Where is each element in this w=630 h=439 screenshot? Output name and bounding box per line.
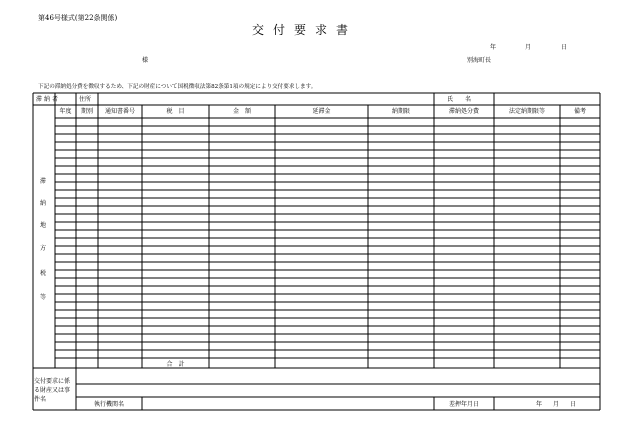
property-label-line: 交付要求に係 [34,378,71,385]
side-label-char: 税 [39,270,46,277]
col-statutory-due-date: 法定納期限等 [508,108,545,115]
date-year: 年 [490,44,497,51]
col-fiscal-year: 年度 [59,108,72,115]
address-label: 住所 [79,96,92,103]
seizure-day: 日 [570,401,577,408]
seizure-month: 月 [553,401,560,408]
date-day: 日 [561,44,568,51]
col-amount: 金 額 [232,108,251,115]
enforcement-agency-label: 執行機関名 [93,401,124,408]
seizure-year: 年 [536,401,543,408]
seizure-date-label: 差押年月日 [448,401,479,408]
issuer-name: 別海町長 [467,57,492,64]
addressee-suffix: 様 [142,57,149,64]
side-label-char: 納 [39,200,46,207]
total-label: 合 計 [166,361,185,368]
side-label-char: 等 [39,294,46,301]
name-label: 氏名 [447,96,484,103]
col-period: 期別 [80,108,93,115]
form-number: 第46号様式(第22条関係) [38,14,118,22]
col-remarks: 備考 [573,108,586,115]
side-label-char: 方 [39,245,46,252]
property-label-line: る財産又は事 [34,387,71,394]
col-due-date: 納期限 [391,108,410,115]
form-title: 交付要求書 [252,23,358,37]
date-month: 月 [525,44,532,51]
taxpayer-label: 滞納者 [36,96,61,103]
col-delinquency-charge: 延滞金 [312,108,331,115]
statement-text: 下記の滞納処分費を徴収するため、下記の財産について国税徴収法第82条第1項の規定により交付要求します。 [38,84,317,90]
col-tax-item: 税 目 [166,108,185,115]
property-label-line: 件名 [34,396,47,403]
side-label-char: 滞 [39,178,46,185]
col-disposition-cost: 滞納処分費 [448,108,479,115]
side-label-char: 地 [39,222,46,229]
col-notice-number: 通知書番号 [104,108,135,115]
